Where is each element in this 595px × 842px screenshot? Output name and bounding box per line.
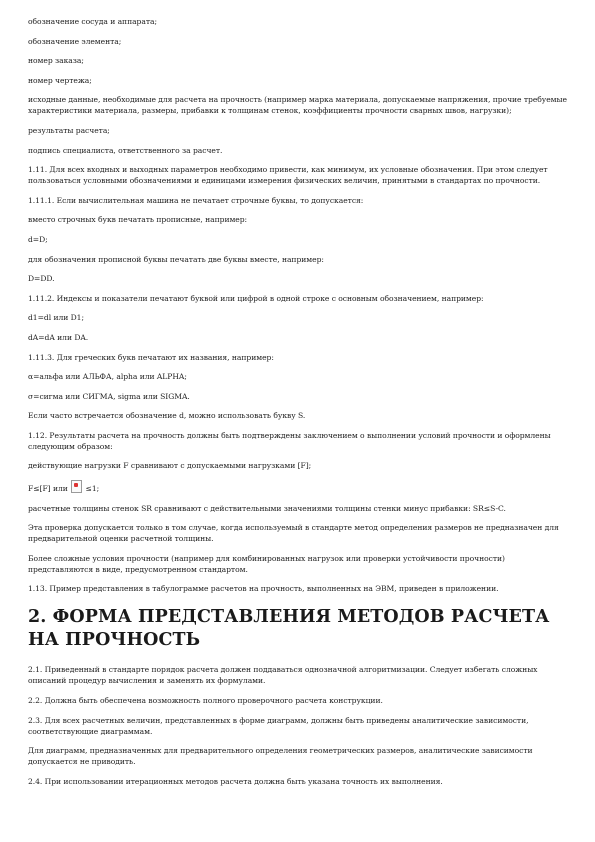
paragraph: d=D; [28,234,48,244]
paragraph: 1.13. Пример представления в табулограмме расчетов на прочность, выполненных на ЭВМ, приведен в приложении. [28,584,499,594]
paragraph: номер чертежа; [28,75,92,85]
paragraph: 1.11. Для всех входных и выходных параметров необходимо привести, как минимум, их условные обозначения. При этом следует пользоваться условными обозначениями и единицами измерения физических величин, принятыми в стандартах по прочности. [28,165,548,186]
paragraph: 1.11.2. Индексы и показатели печатают буквой или цифрой в одной строке с основным обозначением, например: [28,293,484,303]
paragraph: вместо строчных букв печатать прописные, например: [28,215,248,225]
paragraph: Для диаграмм, предназначенных для предварительного определения геометрических размеров, аналитические зависимости допускается не приводить. [28,746,533,767]
formula-line [28,480,567,494]
paragraph: обозначение элемента; [28,36,122,46]
paragraph: Более сложные условия прочности (например для комбинированных нагрузок или проверки устойчивости прочности) представляются в виде, предусмотренном стандартом. [28,553,505,574]
paragraph: 2.2. Должна быть обеспечена возможность полного проверочного расчета конструкции. [28,696,383,706]
paragraph: α=альфа или АЛЬФА, alpha или ALPHA; [28,372,187,382]
paragraph: действующие нагрузки F сравнивают с допускаемыми нагрузками [F]; [28,461,312,471]
paragraph: Эта проверка допускается только в том случае, когда используемый в стандарте метод определения размеров не предназначен для предварительной оценки расчетной толщины. [28,523,559,544]
formula-right: ≤1; [85,484,100,494]
paragraph: исходные данные, необходимые для расчета на прочность (например марка материала, допускаемые напряжения, прочие требуемые характеристики материала, размеры, прибавки к толщинам стенок, коэффициенты прочности сварных швов, нагрузки); [28,95,567,116]
paragraph: 2.1. Приведенный в стандарте порядок расчета должен поддаваться однозначной алгоритмизации. Следует избегать сложных описаний процедур вычисления и заменять их формулами. [28,665,538,686]
paragraph: подпись специалиста, ответственного за расчет. [28,145,223,155]
paragraph: 1.11.1. Если вычислительная машина не печатает строчные буквы, то допускается: [28,195,364,205]
paragraph: 2.3. Для всех расчетных величин, представленных в форме диаграмм, должны быть приведены аналитические зависимости, соответствующие диаграммам. [28,715,529,736]
paragraph: расчетные толщины стенок SR сравнивают с действительными значениями толщины стенки минус прибавки: SR≤S-C. [28,503,506,513]
paragraph: 1.11.3. Для греческих букв печатают их названия, например: [28,352,274,362]
paragraph: обозначение сосуда и аппарата; [28,17,157,26]
paragraph: σ=сигма или СИГМА, sigma или SIGMA. [28,391,190,401]
paragraph: dA=dA или DA. [28,332,89,342]
paragraph: Если часто встречается обозначение d, можно использовать букву S. [28,411,306,421]
paragraph: D=DD. [28,274,55,284]
paragraph: для обозначения прописной буквы печатать две буквы вместе, например: [28,254,324,264]
paragraph: результаты расчета; [28,125,110,135]
paragraph: 2.4. При использовании итерационных методов расчета должна быть указана точность их выполнения. [28,776,443,786]
broken-image-icon [71,480,82,493]
paragraph: d1=dl или D1; [28,313,84,323]
paragraph: номер заказа; [28,56,84,66]
section-heading: 2. ФОРМА ПРЕДСТАВЛЕНИЯ МЕТОДОВ РАСЧЕТА НА ПРОЧНОСТЬ [28,607,550,651]
formula-left: F≤[F] или [28,484,68,494]
paragraph: 1.12. Результаты расчета на прочность должны быть подтверждены заключением о выполнении условий прочности и оформлены следующим образом: [28,430,551,451]
